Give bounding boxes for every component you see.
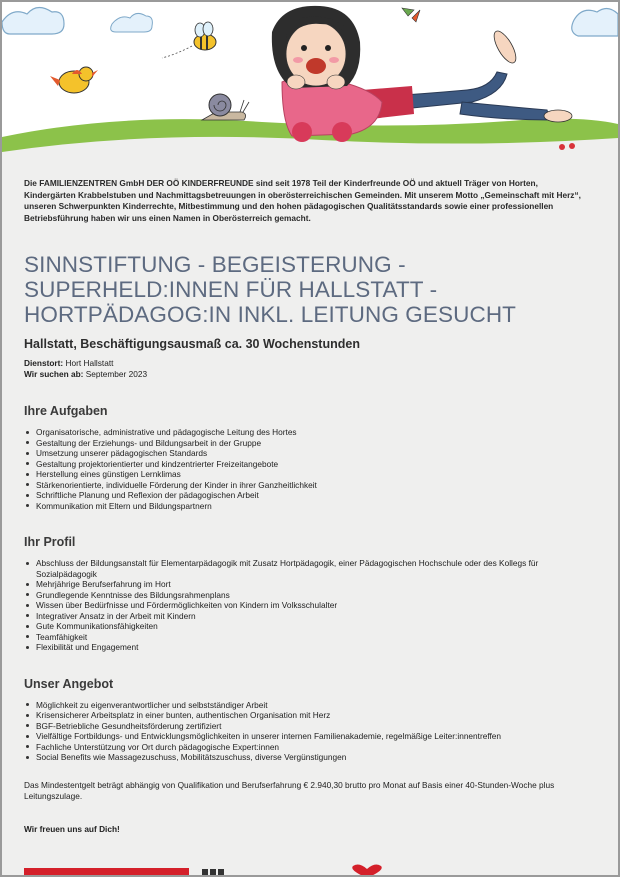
cloud-icon (572, 8, 618, 36)
closing-line: Wir freuen uns auf Dich! (24, 823, 120, 834)
intro-paragraph: Die FAMILIENZENTREN GmbH DER OÖ KINDERFREUNDE sind seit 1978 Teil der Kinderfreunde OÖ und aktuell Träger von Horten, Kindergärten Krabbelstuben und Nachmittagsbetreuungen in oberösterreichischen Gemeinden. Mit unserem Motto „Gemeinschaft mit Herz“, unseren Schwerpunkten Kinderrechte, Mitbestimmung und den hohen pädagogischen Qualitätsstandards sowie einer professionellen Betriebsführung haben wir uns einen Namen in Oberösterreich gemacht. (24, 178, 581, 223)
profil-list (24, 558, 584, 653)
list-item: Flexibilität und Engagement (36, 642, 584, 653)
dienstort-row (24, 358, 584, 369)
list-item: Social Benefits wie Massagezuschuss, Mobilitätszuschuss, diverse Vergünstigungen (36, 752, 584, 763)
header-illustration (2, 2, 618, 167)
start-row (24, 369, 584, 380)
list-item: Krisensicherer Arbeitsplatz in einer bunten, authentischen Organisation mit Herz (36, 710, 584, 721)
profil-heading: Ihr Profil (24, 535, 76, 550)
list-item: Wissen über Bedürfnisse und Fördermöglichkeiten von Kindern im Volksschulalter (36, 600, 584, 611)
start-label: Wir suchen ab: (24, 369, 84, 380)
aufgaben-heading: Ihre Aufgaben (24, 404, 108, 419)
list-item: Gestaltung projektorientierter und kindzentrierter Freizeitangebote (36, 459, 584, 470)
list-item: Teamfähigkeit (36, 632, 584, 643)
bee-icon (162, 22, 216, 58)
list-item: Gute Kommunikationsfähigkeiten (36, 621, 584, 632)
bird-icon (50, 67, 98, 93)
aufgaben-list (24, 427, 584, 511)
list-item: Mehrjährige Berufserfahrung im Hort (36, 579, 584, 590)
list-item: Herstellung eines günstigen Lernklimas (36, 469, 584, 480)
angebot-list (24, 700, 584, 763)
list-item: Möglichkeit zu eigenverantwortlicher und selbstständiger Arbeit (36, 700, 584, 711)
title-line: SINNSTIFTUNG - BEGEISTERUNG - (24, 252, 406, 278)
job-subtitle: Hallstatt, Beschäftigungsausmaß ca. 30 Wochenstunden (24, 337, 360, 352)
heart-logo-icon (347, 864, 387, 877)
posting-content (24, 178, 584, 834)
page-title (24, 252, 584, 327)
start-value: September 2023 (85, 369, 148, 380)
salary-paragraph: Das Mindestentgelt beträgt abhängig von Qualifikation und Berufserfahrung € 2.940,30 brutto pro Monat auf Basis einer 40-Stunden-Woche plus Leitungszulage. (24, 779, 555, 801)
footer-logo-mark (202, 868, 232, 876)
list-item: BGF-Betriebliche Gesundheitsförderung zertifiziert (36, 721, 584, 732)
list-item: Integrativer Ansatz in der Arbeit mit Kindern (36, 611, 584, 622)
list-item: Schriftliche Planung und Reflexion der pädagogischen Arbeit (36, 490, 584, 501)
list-item: Grundlegende Kenntnisse des Bildungsrahmenplans (36, 590, 584, 601)
snail-icon (202, 94, 249, 120)
cloud-icon (2, 7, 64, 34)
cloud-icon (111, 13, 153, 32)
footer-red-bar (24, 868, 189, 876)
list-item: Gestaltung der Erziehungs- und Bildungsarbeit in der Gruppe (36, 438, 584, 449)
dienstort-value: Hort Hallstatt (65, 358, 114, 369)
list-item: Organisatorische, administrative und pädagogische Leitung des Hortes (36, 427, 584, 438)
list-item: Abschluss der Bildungsanstalt für Elementarpädagogik mit Zusatz Hortpädagogik, einer Pädagogischen Hochschule oder des Kollegs für Sozialpädagogik (36, 558, 584, 579)
angebot-heading: Unser Angebot (24, 676, 114, 691)
title-line: SUPERHELD:INNEN FÜR HALLSTATT - (24, 277, 438, 303)
list-item: Vielfältige Fortbildungs- und Entwicklungsmöglichkeiten in unserer internen Familienakademie, regelmäßige Leiter:innentreffen (36, 731, 584, 742)
illustration-canvas (2, 2, 618, 167)
list-item: Fachliche Unterstützung vor Ort durch pädagogische Expert:innen (36, 742, 584, 753)
list-item: Stärkenorientierte, individuelle Förderung der Kinder in ihrer Ganzheitlichkeit (36, 480, 584, 491)
dienstort-label: Dienstort: (24, 358, 64, 369)
title-line: HORTPÄDAGOG:IN INKL. LEITUNG GESUCHT (24, 302, 517, 328)
butterfly-icon (402, 8, 420, 22)
list-item: Kommunikation mit Eltern und Bildungspartnern (36, 501, 584, 512)
job-meta (24, 358, 584, 380)
list-item: Umsetzung unserer pädagogischen Standards (36, 448, 584, 459)
